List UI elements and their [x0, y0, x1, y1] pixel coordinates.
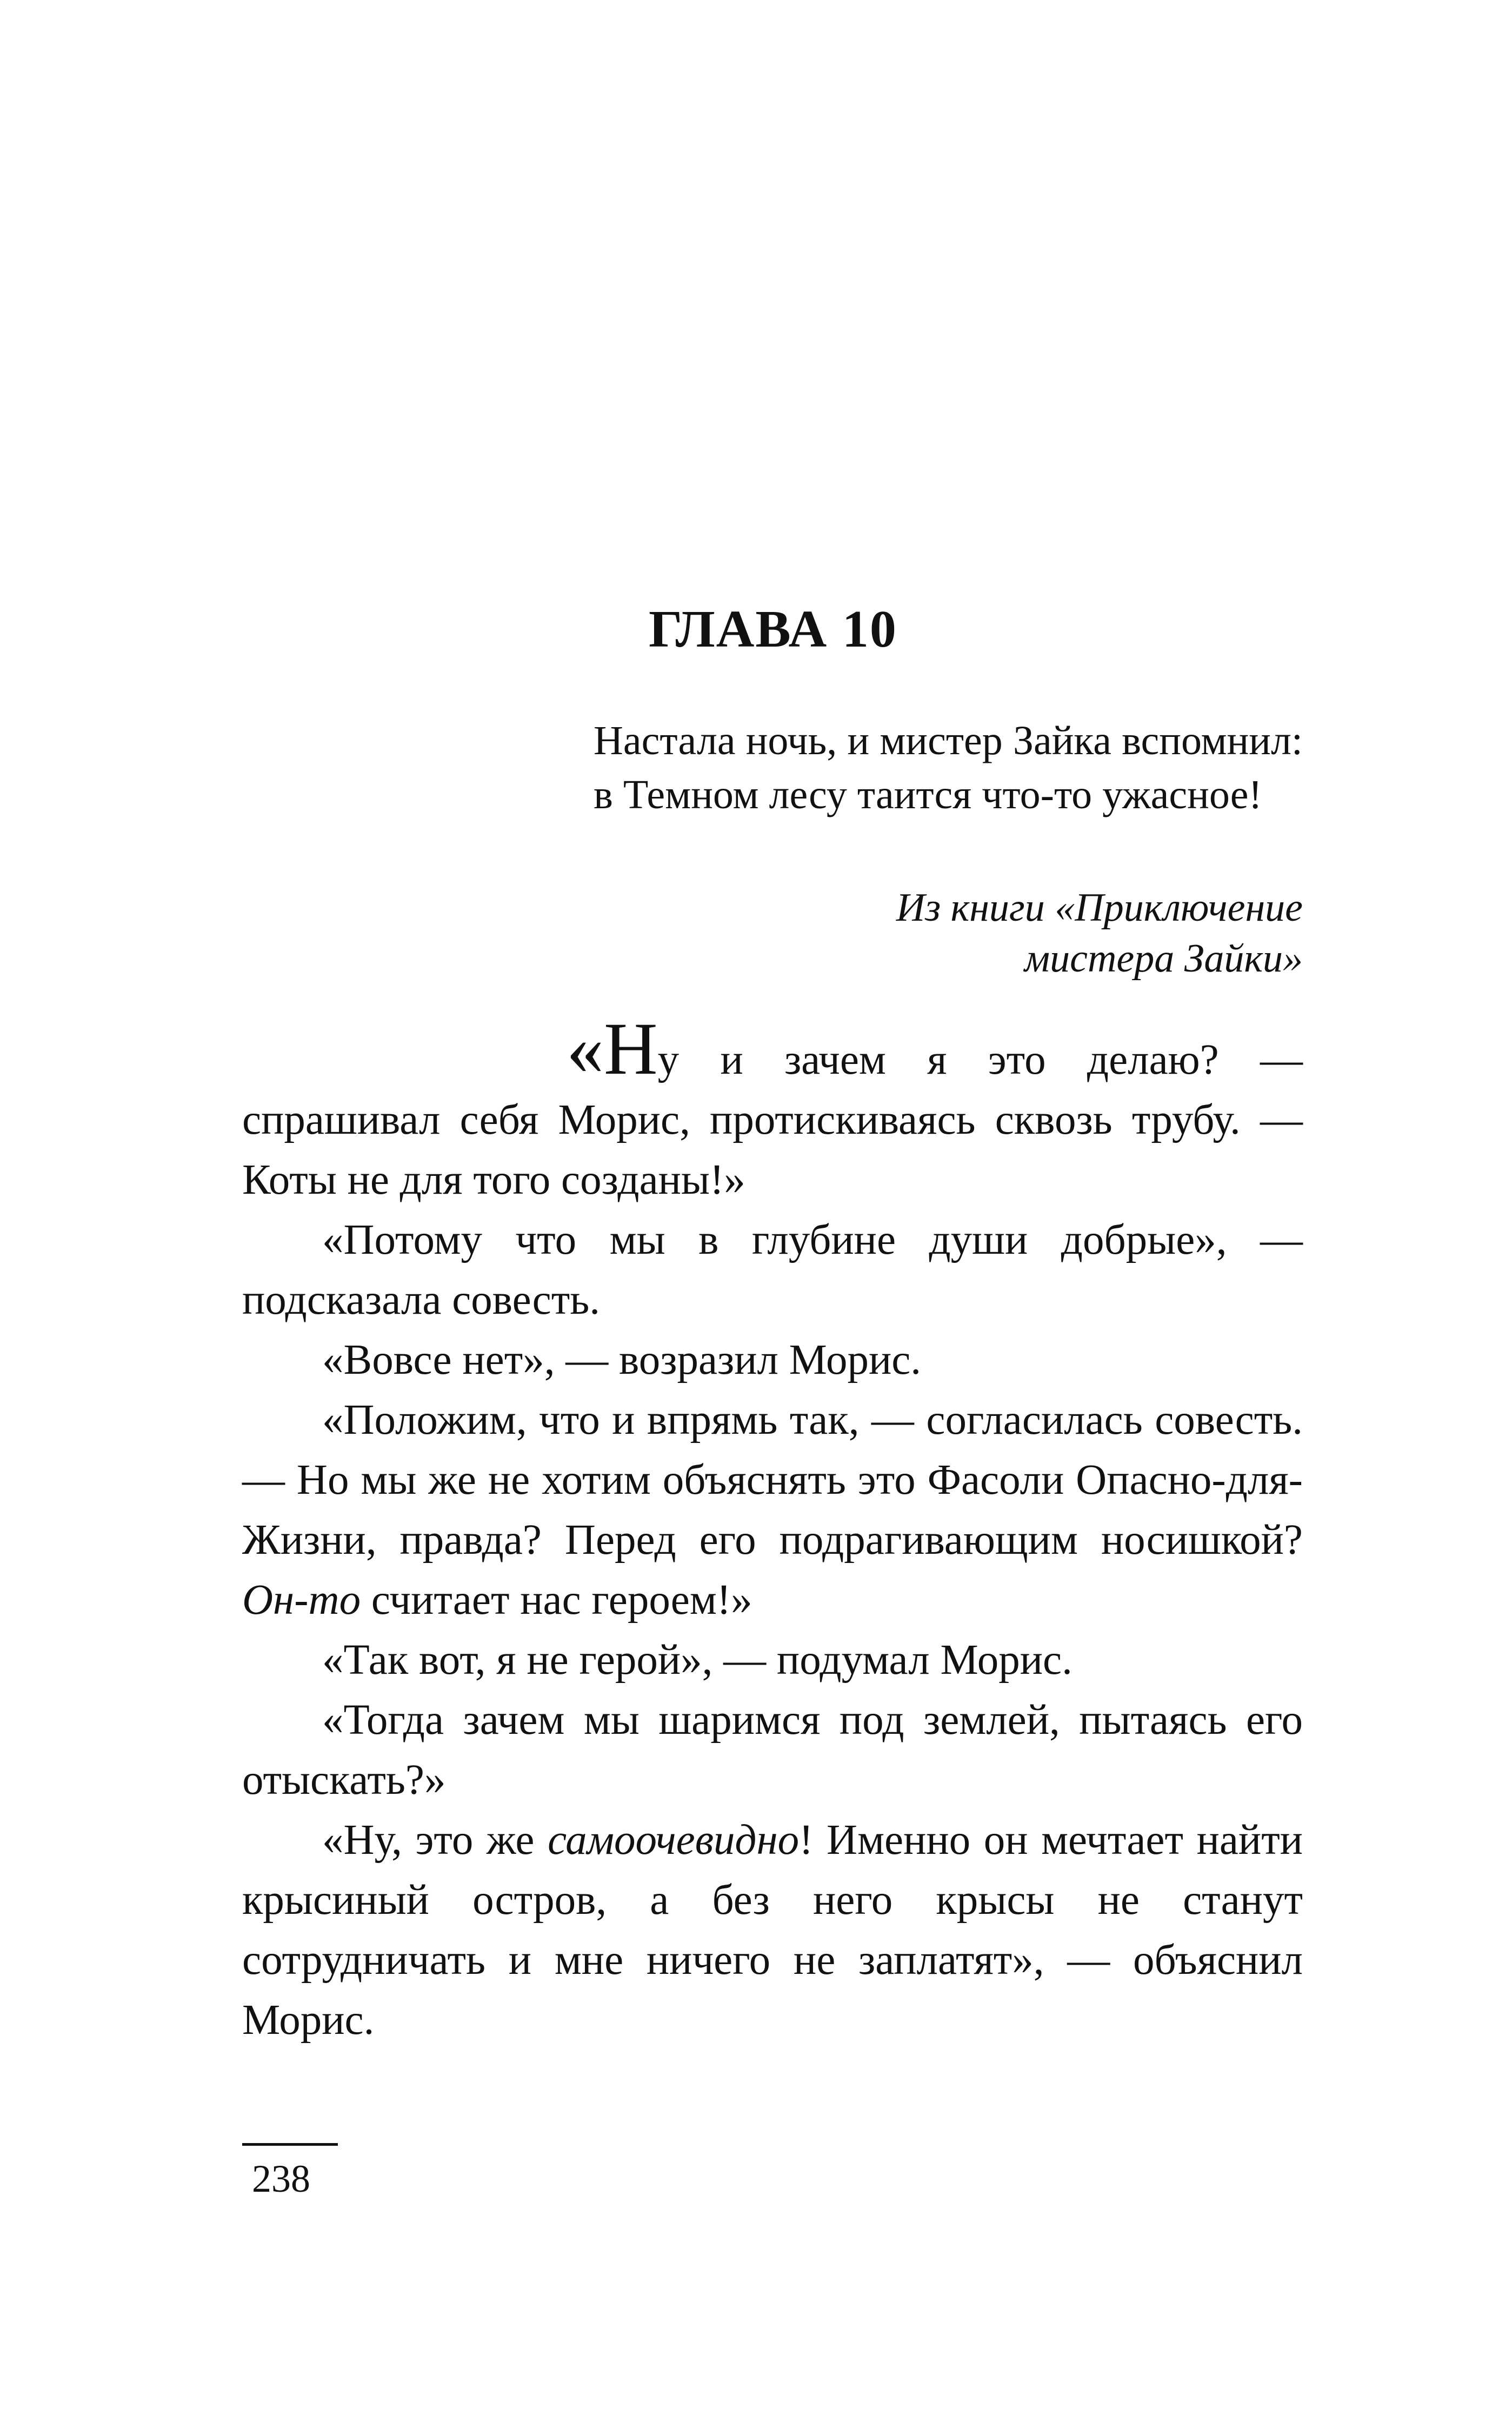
paragraph-4-emphasis: Он-то [242, 1576, 361, 1624]
epigraph-source-line-1: Из книги «Приключение [896, 886, 1303, 930]
paragraph-7-emphasis: самоочевидно [548, 1817, 800, 1864]
paragraph-4-text-a: «Положим, что и впрямь так, — согласилась совесть. — Но мы же не хотим объяснять это Фасоли Опасно-для-Жизни, правда? Перед его подрагивающим носишкой? [242, 1396, 1303, 1564]
paragraph-7 [242, 1810, 1303, 2050]
paragraph-7-text-a: «Ну, это же [322, 1817, 548, 1864]
drop-cap: «Н [567, 1007, 658, 1090]
footer-rule [242, 2143, 338, 2146]
paragraph-2: «Потому что мы в глубине души добрые», — подсказала совесть. [242, 1216, 1303, 1323]
page-number: 238 [252, 2157, 310, 2200]
epigraph-source [762, 882, 1303, 984]
paragraph-3: «Вовсе нет», — возразил Морис. [322, 1336, 922, 1383]
paragraph-1-text: у и зачем я это делаю? — спрашивал себя Морис, протискиваясь сквозь трубу. — Коты не для того созданы!» [242, 1036, 1303, 1203]
epigraph-text: Настала ночь, и мистер Зайка вспомнил: в Темном лесу таится что-то ужасное! [594, 718, 1303, 817]
body-text [242, 1007, 1303, 2050]
paragraph-4 [242, 1390, 1303, 1630]
chapter-title: ГЛАВА 10 [649, 600, 897, 658]
paragraph-6: «Тогда зачем мы шаримся под землей, пытаясь его отыскать?» [242, 1697, 1303, 1804]
paragraph-4-text-b: считает нас героем!» [361, 1576, 752, 1624]
paragraph-5: «Так вот, я не герой», — подумал Морис. [322, 1636, 1073, 1684]
epigraph-source-line-2: мистера Зайки» [1024, 936, 1303, 981]
paragraph-1 [242, 1007, 1303, 1210]
paragraph-7-text-b: ! Именно он мечтает найти крысиный остров, а без него крысы не станут сотрудничать и мне ничего не заплатят», — объяснил Морис. [242, 1817, 1303, 2044]
